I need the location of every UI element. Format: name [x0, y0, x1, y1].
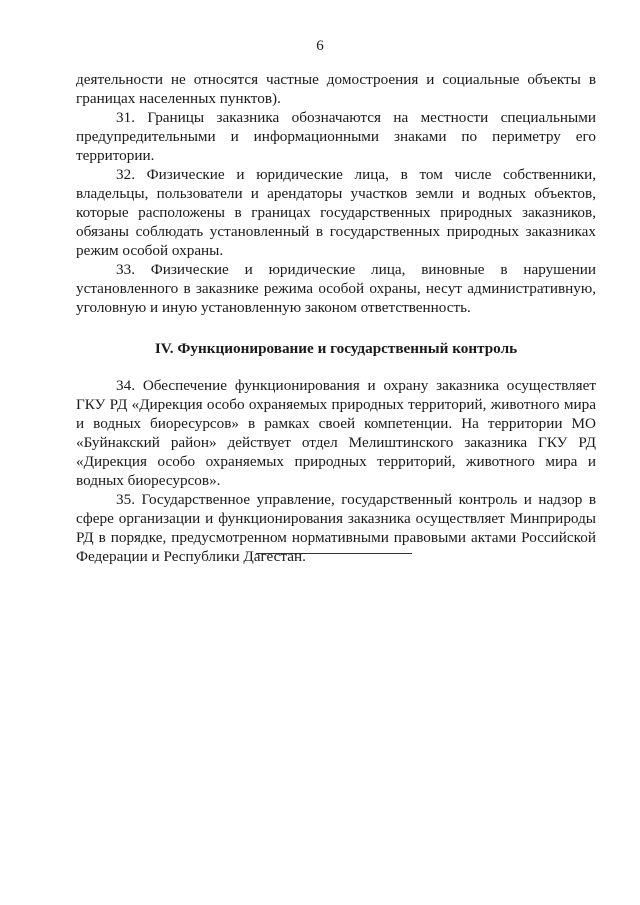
- paragraph-33: 33. Физические и юридические лица, виновные в нарушении установленного в заказнике режима особой охраны, несут административную, уголовную и иную установленную законом ответственность.: [76, 261, 596, 316]
- paragraph-35: 35. Государственное управление, государственный контроль и надзор в сфере организации и функционирования заказника осуществляет Минприроды РД в порядке, предусмотренном нормативными правовыми актами Российской Федерации и Республики Дагестан.: [76, 491, 596, 565]
- paragraph-32: 32. Физические и юридические лица, в том числе собственники, владельцы, пользователи и арендаторы участков земли и водных объектов, которые расположены в границах государственных природных заказников, обязаны соблюдать установленный в государственных природных заказниках режим особой охраны.: [76, 166, 596, 259]
- end-separator-line: [256, 553, 412, 554]
- page-number: 6: [316, 38, 324, 54]
- paragraph-31: 31. Границы заказника обозначаются на местности специальными предупредительными и информационными знаками по периметру его территории.: [76, 109, 596, 164]
- paragraph-30-continuation: деятельности не относятся частные домостроения и социальные объекты в границах населенных пунктов).: [76, 71, 596, 107]
- paragraph-34: 34. Обеспечение функционирования и охрану заказника осуществляет ГКУ РД «Дирекция особо охраняемых природных территорий, животного мира и водных биоресурсов» в рамках своей компетенции. На территории МО «Буйнакский район» действует отдел Мелиштинского заказника ГКУ РД «Дирекция особо охраняемых природных территорий, животного мира и водных биоресурсов».: [76, 377, 596, 489]
- document-body: [76, 70, 596, 566]
- section-heading: IV. Функционирование и государственный контроль: [154, 340, 518, 357]
